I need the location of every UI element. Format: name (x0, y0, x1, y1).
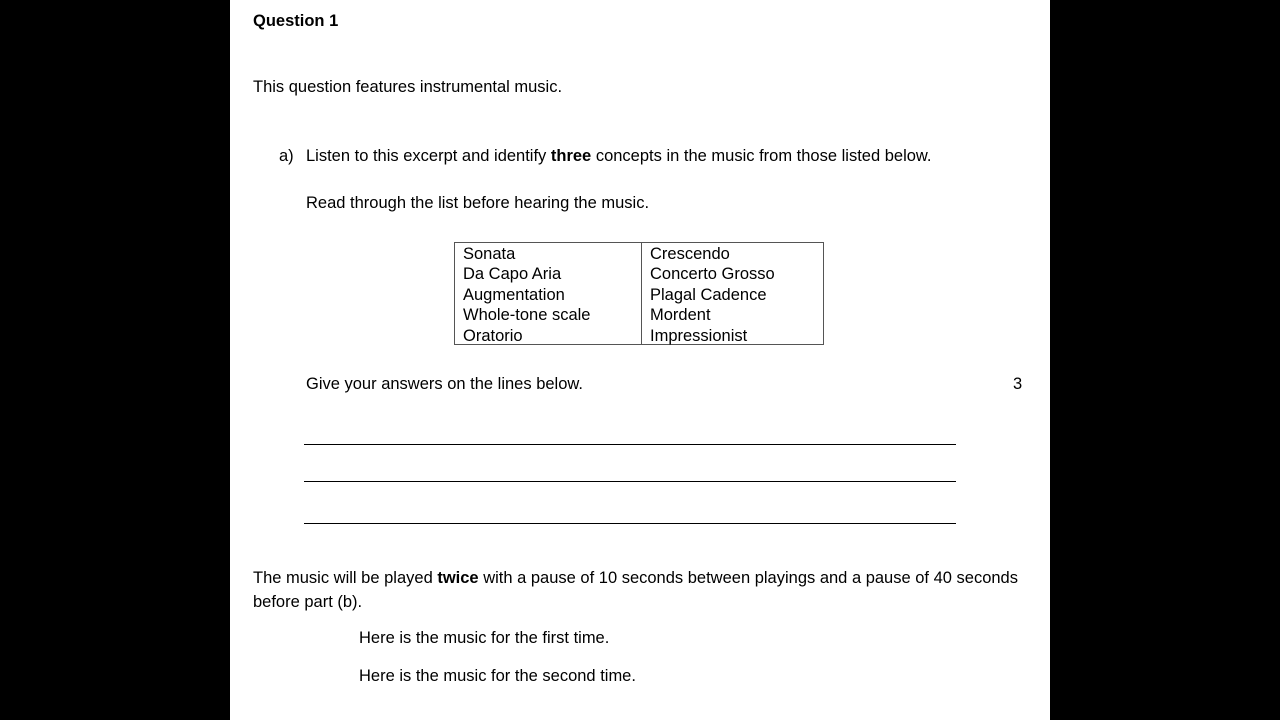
answer-line-2[interactable] (304, 481, 956, 482)
concept-item: Crescendo (650, 245, 730, 263)
playback-text-start: The music will be played (253, 569, 438, 587)
answer-line-3[interactable] (304, 523, 956, 524)
concept-item: Augmentation (463, 285, 565, 304)
answer-line-1[interactable] (304, 444, 956, 445)
part-a-instruction (306, 146, 932, 166)
concepts-column-right (642, 243, 823, 344)
question-intro: This question features instrumental music. (253, 78, 563, 96)
concept-item: Mordent (650, 306, 711, 325)
playback-text-end: with a pause of 10 seconds between playings and a pause of 40 seconds before part (b). (253, 569, 1018, 611)
instruction-bold-word: three (550, 147, 592, 165)
concept-item: Sonata (463, 245, 516, 263)
part-a-marker: a) (279, 147, 294, 165)
read-through-note: Read through the list before hearing the music. (306, 194, 650, 212)
playback-bold-word: twice (437, 569, 479, 587)
concept-item: Impressionist (650, 326, 748, 345)
second-playing-note: Here is the music for the second time. (359, 667, 636, 685)
concept-item: Whole-tone scale (463, 306, 591, 325)
instruction-text-end: concepts in the music from those listed below. (591, 147, 932, 165)
exam-page (230, 0, 1050, 720)
instruction-text-start: Listen to this excerpt and identify (306, 147, 551, 165)
concepts-table (454, 242, 824, 345)
marks-allocation: 3 (1013, 375, 1023, 393)
first-playing-note: Here is the music for the first time. (359, 629, 610, 647)
concept-item: Oratorio (463, 326, 523, 345)
playback-note (253, 566, 1028, 614)
concepts-column-left (455, 243, 642, 344)
concept-item: Plagal Cadence (650, 285, 767, 304)
concept-item: Da Capo Aria (463, 265, 562, 284)
concept-item: Concerto Grosso (650, 265, 775, 284)
answer-prompt: Give your answers on the lines below. (306, 375, 583, 393)
question-heading: Question 1 (253, 12, 339, 30)
